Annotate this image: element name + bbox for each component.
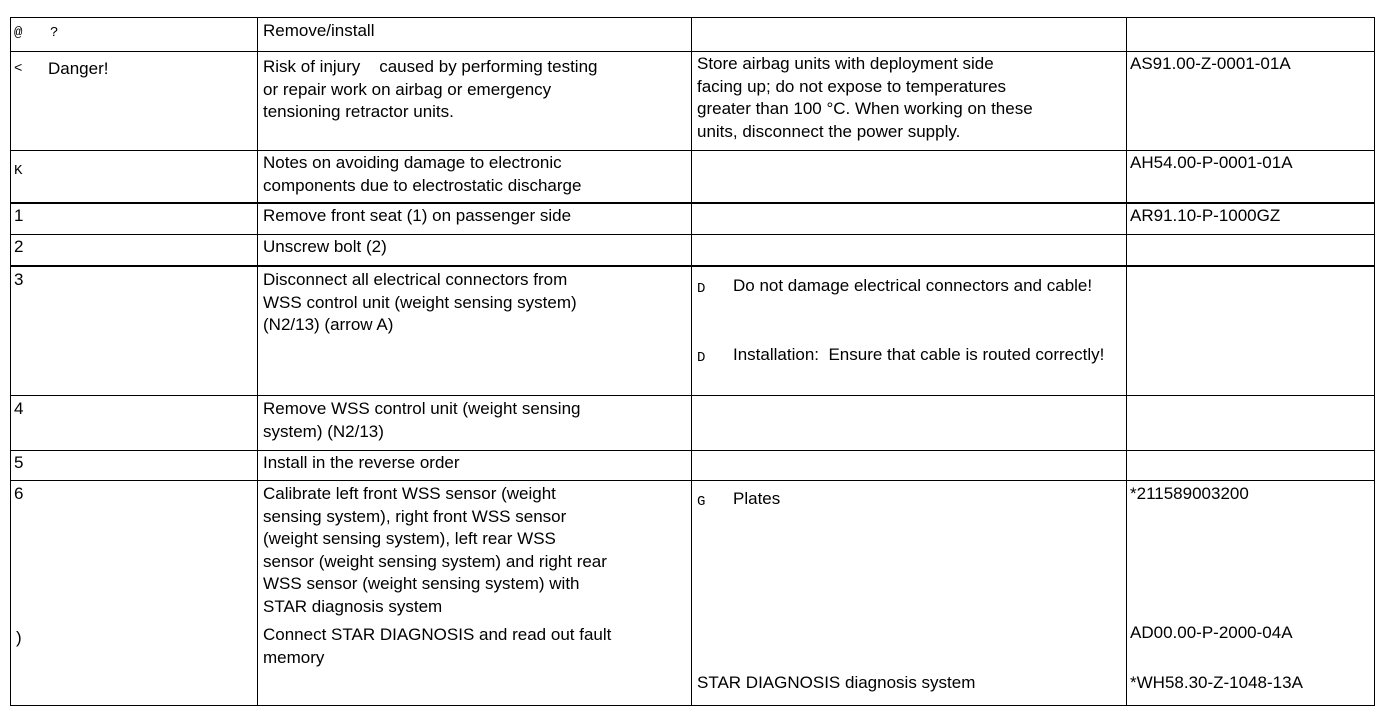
step-3-description-line: Disconnect all electrical connectors from — [263, 270, 568, 289]
esd-description-line: Notes on avoiding damage to electronic — [263, 153, 562, 172]
danger-description-line: tensioning retractor units. — [263, 102, 454, 121]
esd-description — [263, 152, 581, 197]
step-1-number: 1 — [14, 206, 24, 225]
substep-description-line: Connect STAR DIAGNOSIS and read out fault — [263, 625, 612, 644]
step-4-description-line: system) (N2/13) — [263, 421, 384, 441]
header-symbol-at: @ — [14, 25, 23, 41]
step-6-description — [263, 483, 607, 618]
header-title: Remove/install — [263, 21, 375, 40]
esd-description-line: components due to electrostatic discharge — [263, 175, 582, 195]
step-6-note-symbol: G — [697, 494, 706, 510]
danger-note-line: units, disconnect the power supply. — [697, 121, 961, 141]
step-6-description-line: WSS sensor (weight sensing system) with — [263, 574, 580, 593]
substep-reference: AD00.00-P-2000-04A — [1130, 623, 1293, 642]
step-3-note-1: Do not damage electrical connectors and cable! — [733, 276, 1093, 295]
step-6-reference: *211589003200 — [1130, 484, 1249, 503]
step-6-description-line: sensor (weight sensing system) and right rear — [263, 551, 607, 571]
step-5-description: Install in the reverse order — [263, 453, 460, 472]
danger-description-line: Risk of injury caused by performing testing — [263, 57, 598, 76]
danger-description — [263, 56, 597, 124]
step-6-number: 6 — [14, 484, 24, 503]
step-4-number: 4 — [14, 399, 24, 418]
step-4-description — [263, 398, 580, 443]
step-3-note-1-symbol: D — [697, 281, 706, 297]
step-5-number: 5 — [14, 453, 24, 472]
danger-note-line: Store airbag units with deployment side — [697, 54, 994, 73]
step-3-number: 3 — [14, 270, 24, 289]
step-3-note-2-symbol: D — [697, 350, 706, 366]
danger-note — [697, 53, 1033, 143]
step-3-description-line: WSS control unit (weight sensing system) — [263, 292, 577, 312]
step-3-note-2: Installation: Ensure that cable is routed correctly! — [733, 345, 1105, 364]
step-6-description-line: (weight sensing system), left rear WSS — [263, 529, 556, 548]
step-6-description-line: STAR diagnosis system — [263, 596, 443, 616]
step-2-number: 2 — [14, 237, 24, 256]
danger-symbol: < — [14, 61, 23, 77]
step-1-reference: AR91.10-P-1000GZ — [1130, 206, 1281, 225]
step-3-description-line: (N2/13) (arrow A) — [263, 315, 394, 334]
substep-description — [263, 624, 611, 669]
danger-note-line: facing up; do not expose to temperatures — [697, 76, 1007, 96]
step-6-description-line: Calibrate left front WSS sensor (weight — [263, 484, 556, 503]
step-6-description-line: sensing system), right front WSS sensor — [263, 506, 567, 526]
step-3-description — [263, 269, 577, 337]
substep-tool-reference: *WH58.30-Z-1048-13A — [1130, 673, 1303, 692]
esd-reference: AH54.00-P-0001-01A — [1130, 153, 1293, 172]
step-6-note: Plates — [733, 489, 781, 508]
danger-reference: AS91.00-Z-0001-01A — [1130, 54, 1291, 73]
step-4-description-line: Remove WSS control unit (weight sensing — [263, 399, 581, 418]
danger-note-line: greater than 100 °C. When working on these — [697, 99, 1033, 118]
substep-description-line: memory — [263, 647, 325, 667]
substep-symbol: ) — [16, 628, 22, 647]
danger-label: Danger! — [48, 59, 109, 78]
step-1-description: Remove front seat (1) on passenger side — [263, 206, 572, 225]
esd-symbol: K — [14, 163, 23, 179]
danger-description-line: or repair work on airbag or emergency — [263, 79, 552, 99]
substep-tool: STAR DIAGNOSIS diagnosis system — [697, 673, 976, 692]
step-2-description: Unscrew bolt (2) — [263, 237, 387, 256]
header-symbol-question: ? — [50, 25, 59, 41]
